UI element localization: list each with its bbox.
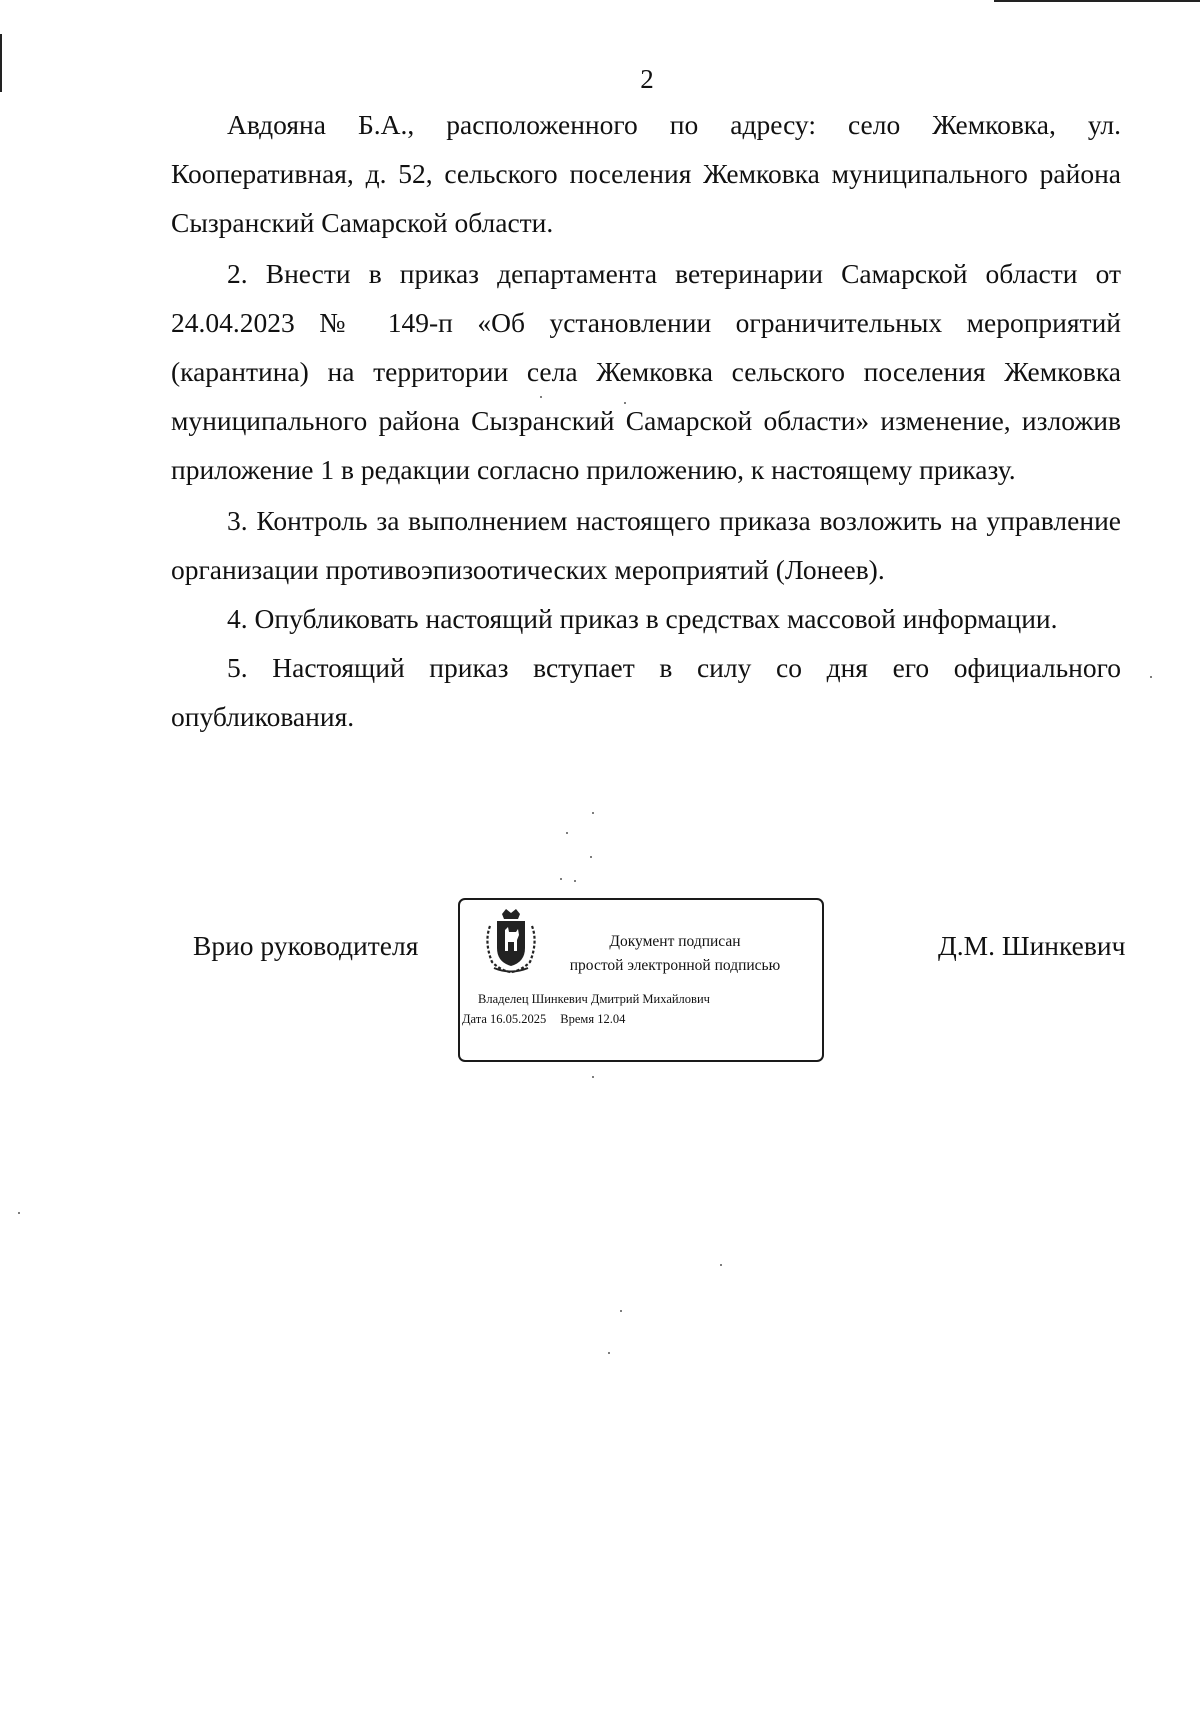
scan-speck [608,1352,610,1354]
scan-speck [590,856,592,858]
signature-block [0,898,1200,1068]
page-number: 2 [640,64,654,94]
scan-speck [620,1310,622,1312]
scan-speck [624,402,626,404]
signer-position: Врио руководителя [193,930,419,961]
signer-name: Д.М. Шинкевич [938,930,1126,961]
paragraph-item-5: 5. Настоящий приказ вступает в силу со дня его официального опубликования. [171,652,1121,732]
stamp-title-line-2: простой электронной подписью [569,957,781,974]
paragraph-continuation: Авдояна Б.А., расположенного по адресу: село Жемковка, ул. Кооперативная, д. 52, сельского поселения Жемковка муниципального района Сызранский Самарской области. [171,109,1121,238]
stamp-datetime [462,1012,625,1027]
stamp-time: Время 12.04 [560,1012,626,1026]
paragraph-item-2: 2. Внести в приказ департамента ветеринарии Самарской области от 24.04.2023 № 149-п «Об установлении ограничительных мероприятий (карантина) на территории села Жемковка сельского поселения Жемковка муниципального района Сызранский Самарской области» изменение, изложив приложение 1 в редакции согласно приложению, к настоящему приказу. [171,258,1121,485]
stamp-date: Дата 16.05.2025 [462,1012,547,1026]
scan-margin-mark-top [994,0,1200,2]
paragraph-item-4: 4. Опубликовать настоящий приказ в средствах массовой информации. [227,603,1058,634]
scan-speck [592,1076,594,1078]
samara-coat-of-arms-icon [480,908,542,976]
scan-speck [560,878,562,880]
stamp-title-line-1: Документ подписан [609,933,741,950]
scan-speck [720,1264,722,1266]
stamp-owner: Владелец Шинкевич Дмитрий Михайлович [478,992,710,1006]
electronic-signature-stamp [458,898,824,1062]
document-body [171,100,1121,741]
scan-speck [592,812,594,814]
paragraph-item-3: 3. Контроль за выполнением настоящего приказа возложить на управление организации противоэпизоотических мероприятий (Лонеев). [171,505,1121,585]
scan-speck [540,396,542,398]
scan-speck [566,832,568,834]
scan-speck [1150,676,1152,678]
scan-speck [18,1212,20,1214]
stamp-title [540,930,810,978]
scan-speck [574,880,576,882]
